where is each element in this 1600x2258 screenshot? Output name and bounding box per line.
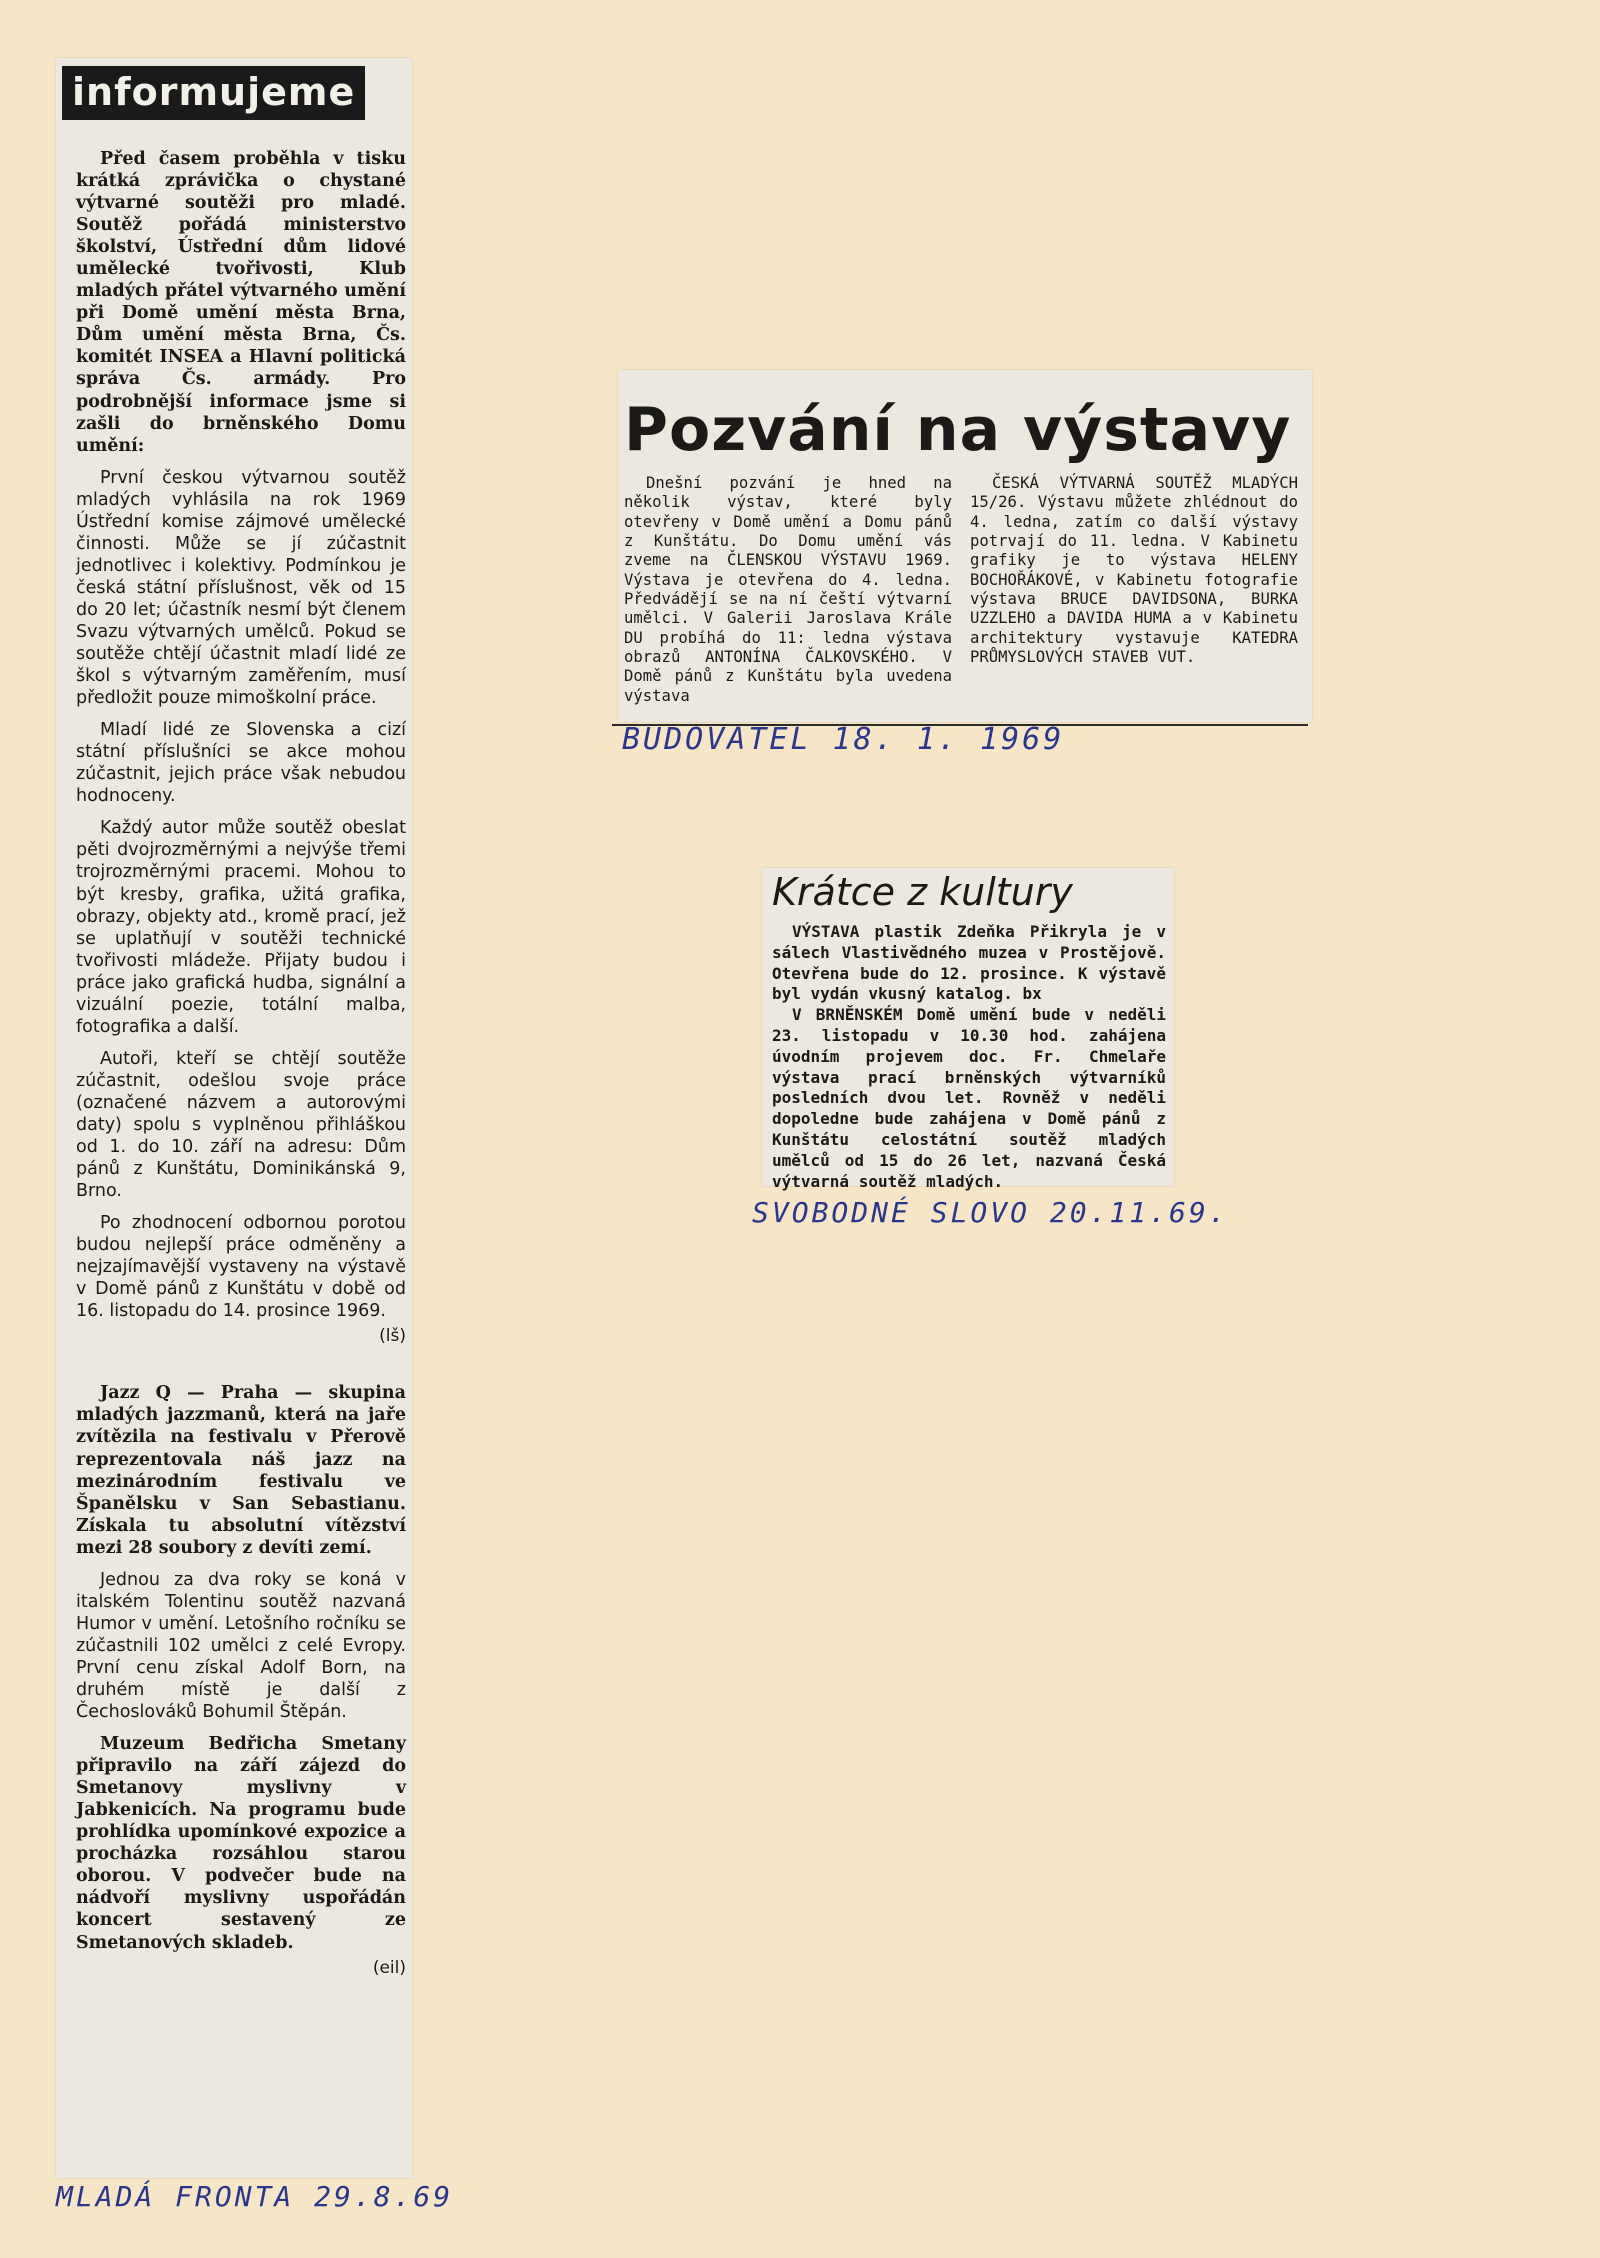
- paragraph: Mladí lidé ze Slovenska a cizí státní příslušníci se akce mohou zúčastnit, jejich práce však nebudou hodnoceny.: [76, 720, 406, 807]
- paragraph: První českou výtvarnou soutěž mladých vyhlásila na rok 1969 Ústřední komise zájmové umělecké činnosti. Může se jí zúčastnit jednotlivec i kolektivy. Podmínkou je česká státní příslušnost, věk od 15 do 20 let; účastník nesmí být členem Svazu výtvarných umělců. Pokud se soutěže chtějí účastnit mladí lidé ze škol s výtvarným zaměřením, musí předložit pouze mimoškolní práce.: [76, 467, 406, 709]
- pozvani-column-1: Dnešní pozvání je hned na několik výstav, které byly otevřeny v Domě umění a Domu pánů z Kunštátu. Do Domu umění vás zveme na ČLENSKOU VÝSTAVU 1969. Výstava je otevřena do 4. ledna. Předvádějí se na ní čeští výtvarní umělci. V Galerii Jaroslava Krále DU probíhá do 11: ledna výstava obrazů ANTONÍNA ČALKOVSKÉHO. V Domě pánů z Kunštátu byla uvedena výstava: [624, 474, 952, 705]
- paragraph: Autoři, kteří se chtějí soutěže zúčastnit, odešlou svoje práce (označené názvem a autorovými daty) spolu s vyplněnou přihláškou od 1. do 10. září na adresu: Dům pánů z Kunštátu, Dominikánská 9, Brno.: [76, 1048, 406, 1202]
- handwritten-source-svobodne-slovo: SVOBODNÉ SLOVO 20.11.69.: [752, 1196, 1229, 1229]
- paragraph: V BRNĚNSKÉM Domě umění bude v neděli 23. listopadu v 10.30 hod. zahájena úvodním projevem doc. Fr. Chmelaře výstava prací brněnských výtvarníků posledních dvou let. Rovněž v neděli dopoledne bude zahájena v Domě pánů z Kunštátu celostátní soutěž mladých umělců od 15 do 26 let, nazvaná Česká výtvarná soutěž mladých.: [772, 1005, 1166, 1191]
- pozvani-column-2: ČESKÁ VÝTVARNÁ SOUTĚŽ MLADÝCH 15/26. Výstavu můžete zhlédnout do 4. ledna, zatím co další výstavy potrvají do 11. ledna. V Kabinetu grafiky je to výstava HELENY BOCHOŘÁKOVÉ, v Kabinetu fotografie výstava BRUCE DAVIDSONA, BURKA UZZLEHO a DAVIDA HUMA a v Kabinetu architektury vystavuje KATEDRA PRŮMYSLOVÝCH STAVEB VUT.: [970, 474, 1298, 666]
- left-article-2: [76, 1382, 406, 1953]
- paragraph: Každý autor může soutěž obeslat pěti dvojrozměrnými a nejvýše třemi trojrozměrnými pracemi. Mohou to být kresby, grafika, užitá grafika, obrazy, objekty atd., kromě prací, jež se uplatňují v soutěži technické tvořivosti mládeže. Přijaty budou i práce jako grafická hudba, signální a vizuální poezie, totální malba, fotografika a další.: [76, 818, 406, 1037]
- left-article-1: [76, 148, 406, 1322]
- paragraph: Jednou za dva roky se koná v italském Tolentinu soutěž nazvaná Humor v umění. Letošního ročníku se zúčastnili 102 umělci z celé Evropy. První cenu získal Adolf Born, na druhém místě je další z Čechoslováků Bohumil Štěpán.: [76, 1569, 406, 1723]
- paragraph: Po zhodnocení odbornou porotou budou nejlepší práce odměněny a nejzajímavější vystaveny na výstavě v Domě pánů z Kunštátu v době od 16. listopadu do 14. prosince 1969.: [76, 1213, 406, 1322]
- paragraph: Muzeum Bedřicha Smetany připravilo na září zájezd do Smetanovy myslivny v Jabkenicích. Na programu bude prohlídka upomínkové expozice a procházka rozsáhlou starou oborou. V podvečer bude na nádvoří myslivny uspořádán koncert sestavený ze Smetanových skladeb.: [76, 1734, 406, 1953]
- kratce-clipping: [762, 868, 1174, 1191]
- handwritten-source-mlada-fronta: MLADÁ FRONTA 29.8.69: [56, 2180, 454, 2213]
- pozvani-title: Pozvání na výstavy: [624, 395, 1292, 465]
- paragraph: VÝSTAVA plastik Zdeňka Přikryla je v sálech Vlastivědného muzea v Prostějově. Otevřena bude do 12. prosince. K výstavě byl vydán vkusný katalog. bx: [772, 922, 1166, 1004]
- masthead: informujeme: [62, 66, 365, 120]
- left-clipping: [56, 58, 412, 2178]
- handwritten-source-budovatel: BUDOVATEL 18. 1. 1969: [622, 722, 1065, 757]
- paragraph: Jazz Q — Praha — skupina mladých jazzmanů, která na jaře zvítězila na festivalu v Přerově reprezentovala náš jazz na mezinárodním festivalu ve Španělsku v San Sebastianu. Získala tu absolutní vítězství mezi 28 soubory z devíti zemí.: [76, 1383, 406, 1558]
- kratce-title: Krátce z kultury: [772, 870, 1073, 914]
- kratce-article: [772, 922, 1166, 1192]
- pozvani-clipping: [618, 370, 1312, 722]
- signature-eil: (eil): [372, 1957, 406, 1978]
- signature-ls: (lš): [379, 1326, 406, 1347]
- paragraph: Před časem proběhla v tisku krátká zprávička o chystané výtvarné soutěži pro mladé. Soutěž pořádá ministerstvo školství, Ústřední dům lidové umělecké tvořivosti, Klub mladých přátel výtvarného umění při Domě umění města Brna, Dům umění města Brna, Čs. komitét INSEA a Hlavní politická správa Čs. armády. Pro podrobnější informace jsme si zašli do brněnského Domu umění:: [76, 149, 406, 456]
